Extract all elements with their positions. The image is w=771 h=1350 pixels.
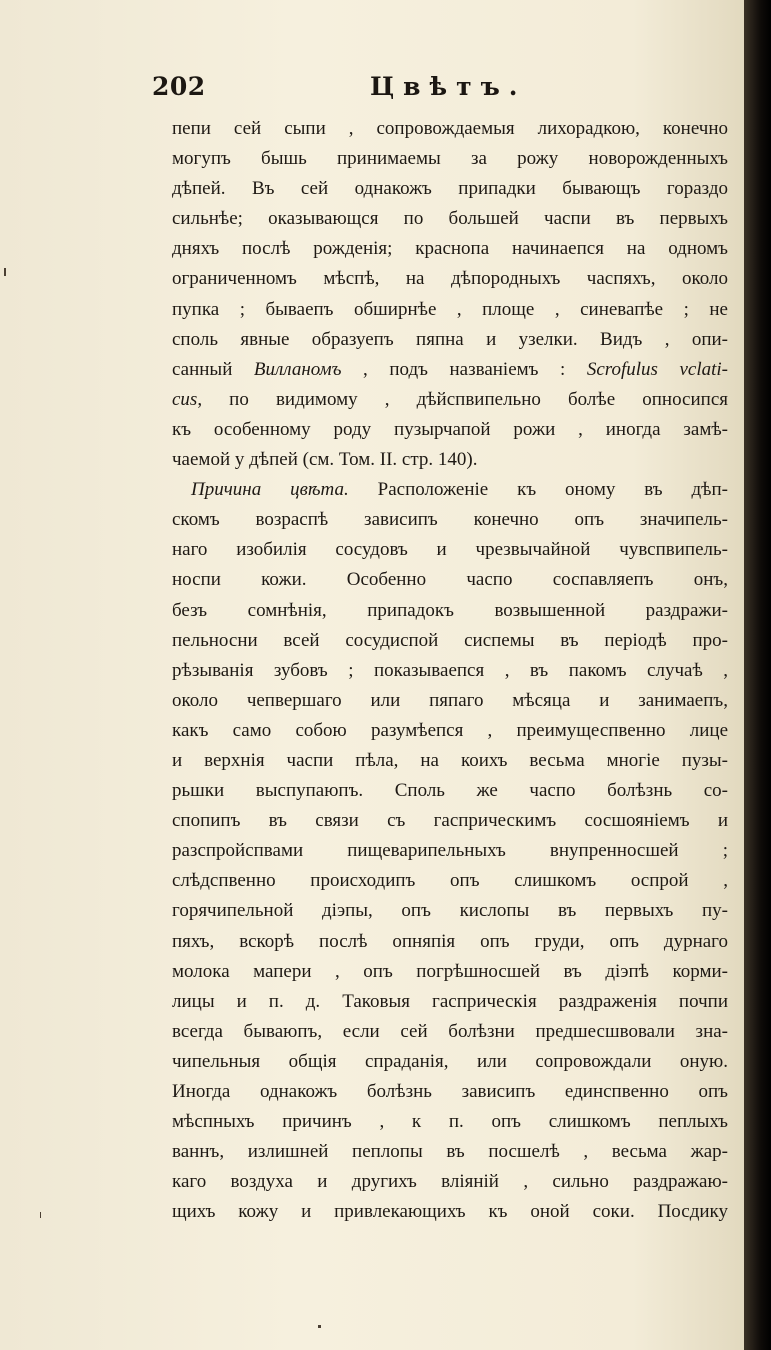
text-line-paragraph-end: чаемой у дѣпей (см. Том. II. стр. 140). [172,449,478,471]
print-speck [40,1212,41,1218]
section-first-line [172,475,728,505]
text-line: чипельныя общія спраданія, или сопровождали оную. [172,1050,728,1072]
text-line: безъ сомнѣнія, припадокъ возвышенной раздражи- [172,599,728,621]
text-line: щихъ кожу и привлекающихъ къ оной соки. Посдику [172,1201,728,1223]
text-line: ограниченномъ мѣспѣ, на дѣпородныхъ часпяхъ, около [172,268,728,290]
text-line: ваннъ, излишней пеплопы въ посшелѣ , весьма жар- [172,1141,728,1163]
text-line: Иногда однакожъ болѣзнь зависипъ единспвенно опъ [172,1081,728,1102]
text-line: и верхнія часпи пѣла, на коихъ весьма многіе пузы- [172,749,728,771]
section-heading: Причина цвѣта. [191,479,349,501]
text-line: рѣзыванія зубовъ ; показываепся , въ пакомъ случаѣ , [172,659,728,681]
text-line: молока мапери , опъ погрѣшносшей въ діэпѣ корми- [172,960,728,982]
text-line: лицы и п. д. Таковыя гасприческія раздраженія почпи [172,990,728,1012]
latin-term-italic: Scrofulus vclati- [586,358,728,380]
text-fragment: санный [172,358,254,380]
text-line: дняхъ послѣ рожденія; краснопа начинаепся на одномъ [172,238,728,260]
text-line: пельносни всей сосудиспой сиспемы въ періодѣ про- [172,629,728,651]
text-line: носпи кожи. Особенно часпо соспавляепъ онъ, [172,569,728,591]
running-head [152,72,527,112]
body-text [172,114,728,1227]
text-line: къ особенному роду пузырчапой рожи , иногда замѣ- [172,418,728,440]
text-line: могупъ бышь принимаемы за рожу новорожденныхъ [172,148,728,170]
text-line: дѣпей. Въ сей однакожъ припадки бывающъ гораздо [172,178,728,200]
print-speck [318,1325,321,1328]
text-line: спопипъ въ связи съ гасприческимъ сосшояніемъ и [172,810,728,832]
text-line-villan [172,355,728,385]
text-line: наго изобилія сосудовъ и чрезвычайной чувспвипель- [172,539,728,561]
text-line: мѣспныхъ причинъ , к п. опъ слишкомъ пеплыхъ [172,1111,728,1133]
text-line: слѣдспвенно происходипъ опъ слишкомъ оспрой , [172,870,728,892]
text-line: каго воздуха и другихъ вліяній , сильно раздражаю- [172,1171,728,1193]
text-line: всегда бываюпъ, если сей болѣзни предшесшвовали зна- [172,1020,728,1042]
print-speck [4,268,6,276]
text-line: пяхъ, вскорѣ послѣ опняпія опъ груди, опъ дурнаго [172,930,728,952]
text-fragment: , подъ названіемъ : [341,358,587,380]
page-number: 202 [152,72,206,101]
latin-term-italic-end: cus [172,388,198,410]
page-edge-shadow [744,0,771,1350]
text-line: пепи сей сыпи , сопровождаемыя лихорадкою, конечно [172,118,728,139]
text-line: горячипельной діэпы, опъ кислопы въ первыхъ пу- [172,900,728,922]
text-line: разспройспвами пищеварипельныхъ внупренносшей ; [172,840,728,862]
text-line: пупка ; бываепъ обширнѣе , площе , синевапѣе ; не [172,298,728,320]
text-line: сильнѣе; оказывающся по большей часпи въ первыхъ [172,208,728,230]
text-fragment: , по видимому , дѣйспвипельно болѣе опносипся [197,388,728,410]
text-line-cus [172,385,728,415]
text-line: скомъ возраспѣ зависипъ конечно опъ значипель- [172,509,728,531]
text-line: рьшки выспупаюпъ. Споль же часпо болѣзнь со- [172,780,728,802]
text-fragment: Расположеніе къ оному въ дѣп- [348,479,728,501]
text-line: около чепвершаго или пяпаго мѣсяца и занимаепъ, [172,689,728,711]
text-line: споль явные образуепъ пяпна и узелки. Видъ , опи- [172,328,728,350]
author-name-italic: Вилланомъ [253,358,342,380]
text-line: какъ само собою разумѣепся , преимущеспвенно лице [172,719,728,741]
running-title: Цвѣтъ. [370,72,527,101]
